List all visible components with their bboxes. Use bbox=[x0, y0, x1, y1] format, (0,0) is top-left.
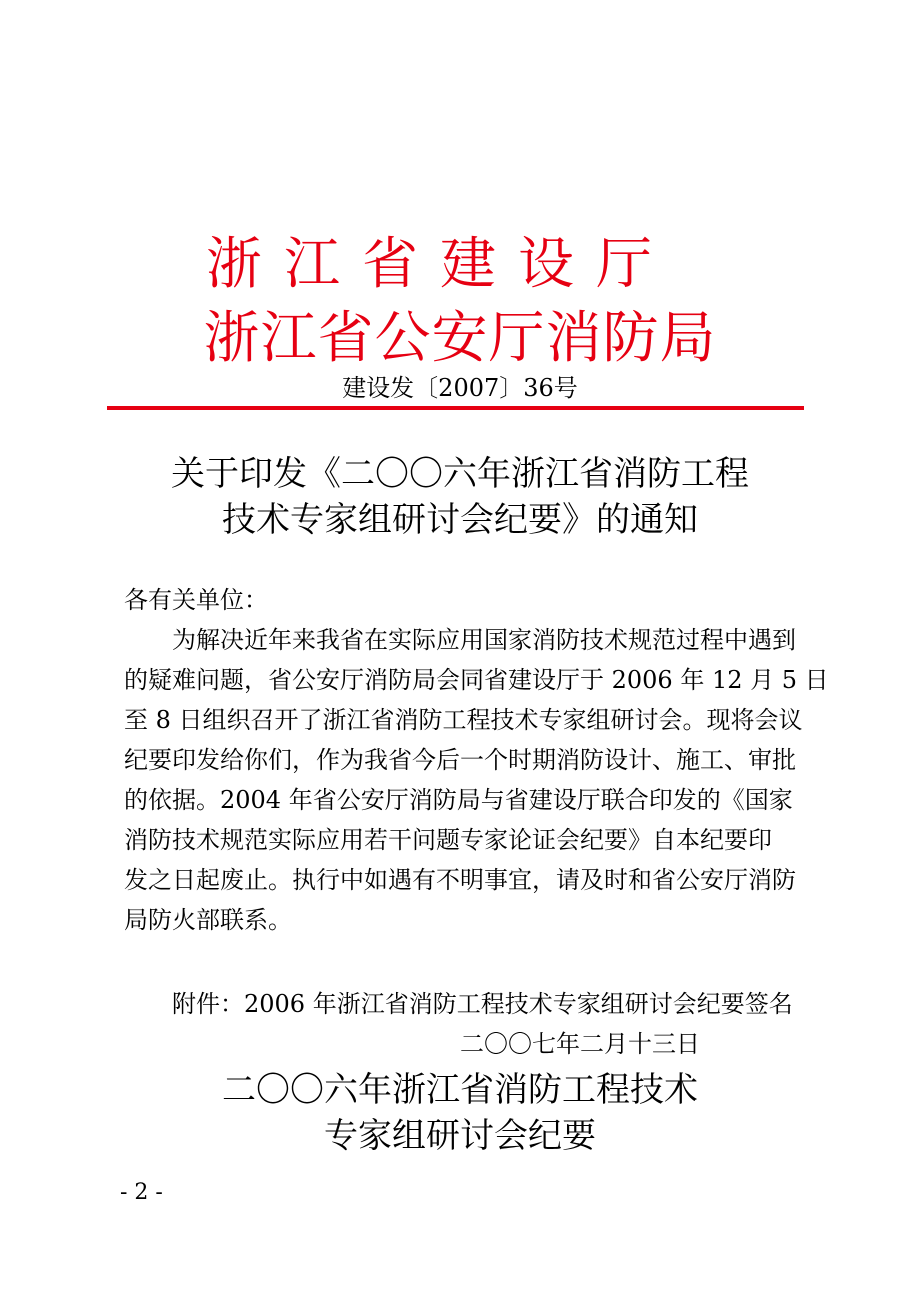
body-line: 发之日起废止。执行中如遇有不明事宜，请及时和省公安厅消防 bbox=[124, 866, 796, 894]
body-line: 至 8 日组织召开了浙江省消防工程技术专家组研讨会。现将会议 bbox=[124, 706, 803, 734]
body-line: 为解决近年来我省在实际应用国家消防技术规范过程中遇到 bbox=[172, 626, 796, 654]
salutation: 各有关单位： bbox=[124, 586, 268, 614]
body-line: 消防技术规范实际应用若干问题专家论证会纪要》自本纪要印 bbox=[124, 826, 772, 854]
body-line: 的疑难问题，省公安厅消防局会同省建设厅于 2006 年 12 月 5 日 bbox=[124, 666, 829, 694]
notice-title-line-1: 关于印发《二〇〇六年浙江省消防工程 bbox=[171, 454, 749, 494]
issue-date: 二〇〇七年二月十三日 bbox=[460, 1030, 700, 1058]
issuer-name-1: 浙江省建设厅 bbox=[206, 232, 674, 297]
issuer-name-2: 浙江省公安厅消防局 bbox=[203, 306, 717, 371]
minutes-title-line-1: 二〇〇六年浙江省消防工程技术 bbox=[222, 1070, 698, 1110]
body-line: 的依据。2004 年省公安厅消防局与省建设厅联合印发的《国家 bbox=[124, 786, 793, 814]
notice-title-line-2: 技术专家组研讨会纪要》的通知 bbox=[222, 500, 698, 540]
minutes-title-line-2: 专家组研讨会纪要 bbox=[324, 1116, 596, 1156]
body-line: 纪要印发给你们，作为我省今后一个时期消防设计、施工、审批 bbox=[124, 746, 796, 774]
red-header-rule bbox=[107, 406, 804, 410]
page-number: - 2 - bbox=[120, 1180, 163, 1205]
document-number: 建设发〔2007〕36号 bbox=[342, 374, 578, 402]
body-line: 局防火部联系。 bbox=[124, 906, 292, 934]
attachment-line: 附件：2006 年浙江省消防工程技术专家组研讨会纪要签名 bbox=[172, 990, 793, 1018]
